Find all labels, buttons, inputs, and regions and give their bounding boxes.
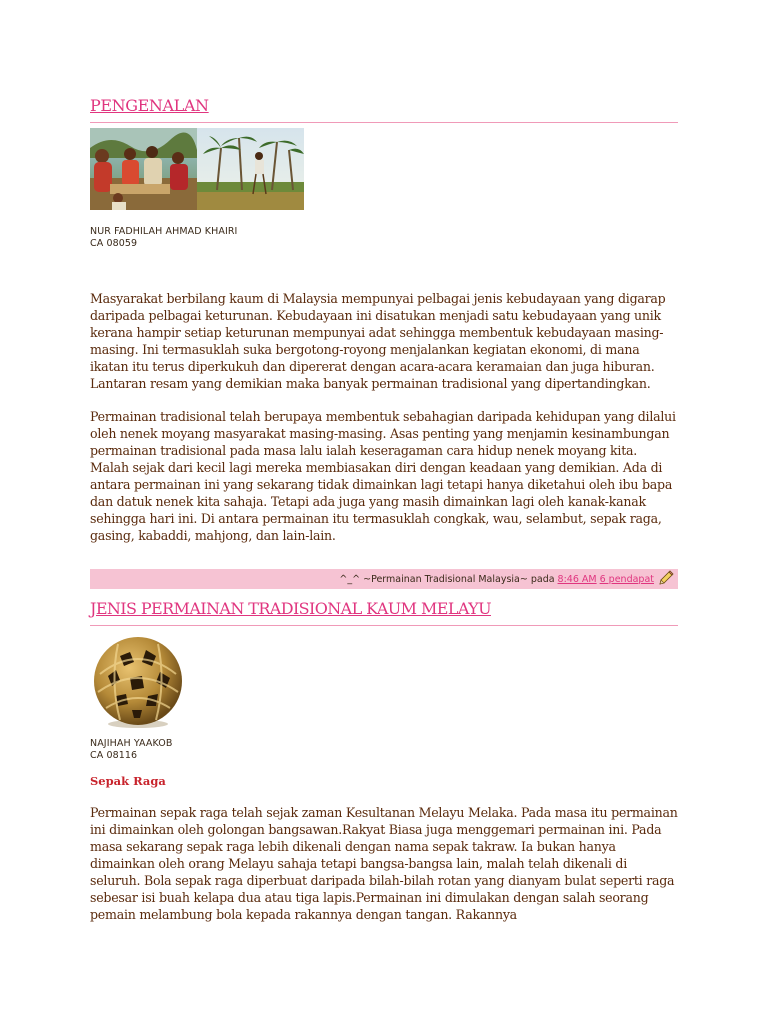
comments-link[interactable]: 6 pendapat <box>599 573 654 585</box>
sepak-raga-heading: Sepak Raga <box>90 774 166 788</box>
photo-villagers <box>90 128 197 210</box>
post-footer-text: ^_^ ~Permainan Tradisional Malaysia~ pada <box>339 573 555 585</box>
blog-content <box>90 96 678 544</box>
author-name-2: NAJIHAH YAAKOB <box>90 738 173 749</box>
pencil-icon[interactable] <box>658 570 674 589</box>
author-id-2: CA 08116 <box>90 750 138 761</box>
post-footer <box>90 569 678 589</box>
sepak-raga-paragraph: Permainan sepak raga telah sejak zaman Kesultanan Melayu Melaka. Pada masa itu permainan ini dimainkan oleh golongan bangsawan.Rakyat Biasa juga menggemari permainan ini. Pada masa sekarang sepak raga lebih dikenali dengan nama sepak takraw. Ia bukan hanya dimainkan oleh orang Melayu sahaja tetapi bangsa-bangsa lain, malah telah dikenali di seluruh. Bola sepak raga diperbuat daripada bilah-bilah rotan yang dianyam bulat seperti raga sebesar isi buah kelapa dua atau tiga lapis.Permainan ini dimulakan dengan salah seorang pemain melambung bola kepada rakannya dengan tangan. Rakannya <box>90 805 678 922</box>
intro-paragraph-1: Masyarakat berbilang kaum di Malaysia mempunyai pelbagai jenis kebudayaan yang digarap daripada pelbagai keturunan. Kebudayaan ini disatukan menjadi satu kebudayaan yang unik kerana hampir setiap keturunan mempunyai adat sehingga membentuk kebudayaan masing-masing. Ini termasuklah suka bergotong-royong menjalankan kegiatan ekonomi, di mana ikatan itu terus diperkukuh dan dipererat dengan acara-acara keramaian dan juga hiburan. Lantaran resam yang demikian maka banyak permainan tradisional yang dipertandingkan. <box>90 291 666 391</box>
photo-sepak-raga-ball <box>90 634 186 730</box>
post-title-jenis-permainan[interactable]: JENIS PERMAINAN TRADISIONAL KAUM MELAYU <box>90 599 678 626</box>
blog-content-2 <box>90 599 678 923</box>
author-name: NUR FADHILAH AHMAD KHAIRI <box>90 226 238 237</box>
author-id: CA 08059 <box>90 238 138 249</box>
post-title-pengenalan[interactable]: PENGENALAN <box>90 96 678 123</box>
post-photos <box>90 128 304 210</box>
intro-paragraph-2: Permainan tradisional telah berupaya membentuk sebahagian daripada kehidupan yang dilalui oleh nenek moyang masyarakat masing-masing. Asas penting yang menjamin kesinambungan permainan tradisional pada masa lalu ialah keseragaman cara hidup nenek moyang kita. Malah sejak dari kecil lagi mereka membiasakan diri dengan keadaan yang demikian. Ada di antara permainan ini yang sekarang tidak dimainkan lagi tetapi hanya diketahui oleh ibu bapa dan datuk nenek kita sahaja. Tetapi ada juga yang masih dimainkan lagi oleh kanak-kanak sehingga hari ini. Di antara permainan itu termasuklah congkak, wau, selambut, sepak raga, gasing, kabaddi, mahjong, dan lain-lain. <box>90 409 676 543</box>
post-timestamp-link[interactable]: 8:46 AM <box>557 573 597 585</box>
photo-palm-trees <box>197 128 304 210</box>
